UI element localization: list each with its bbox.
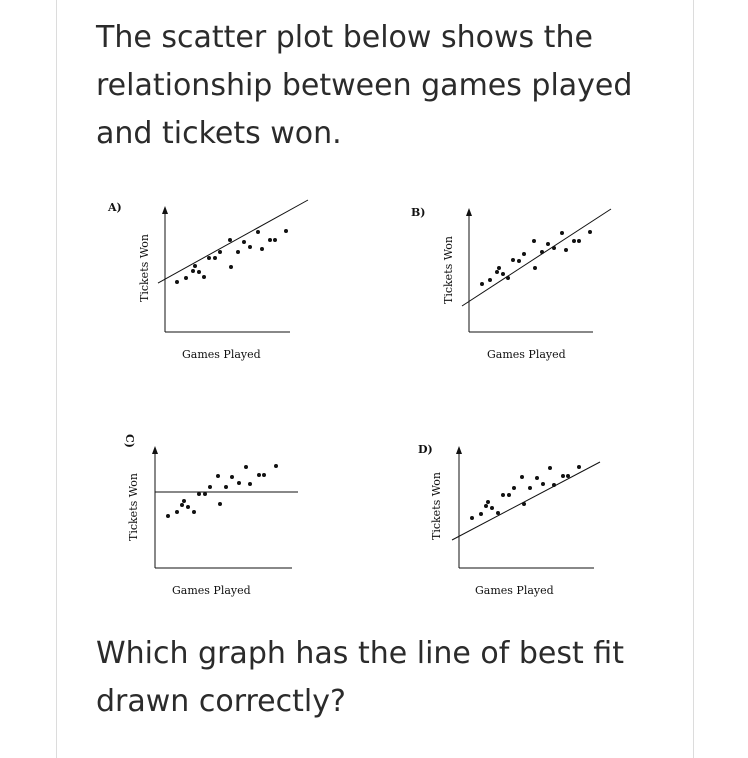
option-c bbox=[123, 434, 298, 597]
option-a-y-arrow bbox=[162, 206, 168, 214]
option-a-points bbox=[175, 229, 288, 284]
option-d-points bbox=[470, 465, 581, 520]
option-b bbox=[411, 206, 611, 361]
option-b-ylabel: Tickets Won bbox=[442, 235, 455, 304]
option-c-ylabel: Tickets Won bbox=[127, 472, 140, 541]
option-c-xlabel: Games Played bbox=[172, 584, 251, 597]
option-d-fit-line bbox=[452, 462, 600, 540]
option-b-label: B) bbox=[411, 206, 426, 219]
option-d-ylabel: Tickets Won bbox=[430, 471, 443, 540]
option-c-label: C) bbox=[123, 434, 136, 448]
option-a-xlabel: Games Played bbox=[182, 348, 261, 361]
option-d-xlabel: Games Played bbox=[475, 584, 554, 597]
question-prompt: The scatter plot below shows the relationship between games played and tickets won. bbox=[96, 20, 633, 151]
option-b-y-arrow bbox=[466, 208, 472, 216]
option-d bbox=[418, 443, 600, 597]
question-ask: Which graph has the line of best fit drawn correctly? bbox=[96, 636, 624, 719]
option-d-y-arrow bbox=[456, 446, 462, 454]
option-b-fit-line bbox=[462, 209, 611, 306]
option-c-points bbox=[166, 464, 278, 518]
option-a-ylabel: Tickets Won bbox=[138, 233, 151, 302]
option-a-fit-line bbox=[158, 200, 308, 283]
option-d-label: D) bbox=[418, 443, 433, 456]
option-b-xlabel: Games Played bbox=[487, 348, 566, 361]
option-a-label: A) bbox=[108, 201, 122, 214]
option-a bbox=[107, 200, 308, 361]
option-c-y-arrow bbox=[152, 446, 158, 454]
